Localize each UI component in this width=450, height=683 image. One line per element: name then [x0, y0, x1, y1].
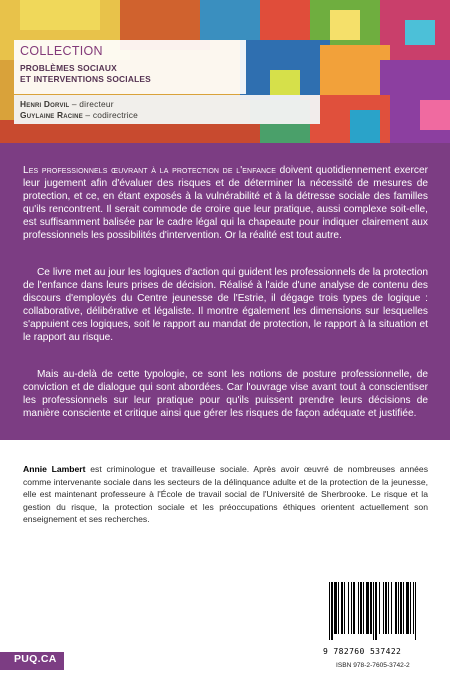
series-line-2: ET INTERVENTIONS SOCIALES — [20, 74, 151, 84]
director-name: Henri Dorvil — [20, 99, 70, 109]
author-bio — [23, 463, 428, 526]
barcode-bar — [391, 582, 392, 634]
barcode-bar — [341, 582, 343, 634]
collection-series-name — [20, 63, 151, 85]
barcode-bar — [400, 582, 402, 634]
barcode-bar — [370, 582, 372, 634]
barcode-bar — [415, 582, 416, 640]
summary-paragraph-3: Mais au-delà de cette typologie, ce sont les notions de posture professionnelle, de conviction et de dialogue qui sont abordées. Car l'ouvrage vise avant tout à conscientiser les professionnels sur leur pratique pour qu'ils puissent prendre leurs décisions de manière consciente et critique ainsi que gérer les risques de façon adéquate et justifiée. — [23, 369, 428, 420]
codirector-name: Guylaine Racine — [20, 110, 83, 120]
barcode-bar — [383, 582, 384, 634]
barcode-bar — [375, 582, 377, 640]
summary-paragraph-1 — [23, 164, 428, 243]
barcode-bar — [403, 582, 404, 634]
barcode-bar — [373, 582, 374, 640]
publisher-logo: PUQ.CA — [14, 653, 57, 665]
barcode-bars — [327, 582, 433, 640]
barcode-bar — [388, 582, 389, 634]
barcode-bar — [413, 582, 414, 634]
isbn-number: ISBN 978-2-7605-3742-2 — [336, 662, 410, 669]
summary-paragraph-2: Ce livre met au jour les logiques d'action qui guident les professionnels de la protection de l'enfance dans leurs prises de décision. Réalisé à l'aide d'une analyse de contenu des discours d'employés du Centre jeunesse de l'Estrie, il dégage trois types de logique : collaborative, délibérative et légaliste. Il montre également les dimensions sur lesquelles s'appuient ces logiques, soit le rapport au mandat de protection, le rapport à la situation et le rapport au risque. — [23, 267, 428, 344]
barcode-bar — [385, 582, 387, 634]
director-line — [20, 99, 114, 109]
barcode-bar — [351, 582, 352, 634]
barcode-bar — [334, 582, 337, 634]
barcode-bar — [353, 582, 355, 634]
barcode-bar — [366, 582, 369, 634]
summary-p1-text: doivent quotidiennement exercer leur jugement afin d'évaluer des risques et de déterminer la nécessité de mesures de protection, et ce, en étant exposés à la vulnérabilité et à la détresse sociale des familles qu'ils rencontrent. Il serait commode de croire que leur pratique, aussi complexe soit-elle, est suffisamment balisée par le cadre légal qui la chapeaute pour indiquer clairement aux professionnels les possibilités d'intervention. Or la réalité est tout autre. — [23, 165, 428, 242]
codirector-line — [20, 110, 138, 120]
collection-label-box — [14, 40, 246, 94]
barcode-bar — [360, 582, 362, 634]
barcode-bar — [358, 582, 359, 634]
codirector-role: – codirectrice — [82, 110, 139, 120]
barcode-bar — [348, 582, 349, 634]
barcode-bar — [379, 582, 380, 634]
barcode-bar — [395, 582, 397, 634]
barcode-bar — [398, 582, 399, 634]
barcode-digits: 9 782760 537422 — [323, 647, 402, 656]
series-directors — [14, 95, 320, 124]
barcode-bar — [406, 582, 409, 634]
summary-lead: Les professionnels œuvrant à la protection de l'enfance — [23, 165, 277, 176]
author-bio-text: est criminologue et travailleuse sociale. Après avoir œuvré de nombreuses années comme intervenante sociale dans les secteurs de la délinquance adulte et de la protection de la jeunesse, elle est maintenant professeure à l'École de travail social de l'Université de Sherbrooke. Le risque et la gestion du risque, la protection sociale et les préoccupations éthiques orientent actuellement son enseignement et ses recherches. — [23, 464, 428, 525]
barcode-bar — [329, 582, 330, 640]
director-role: – directeur — [69, 99, 114, 109]
barcode-bar — [331, 582, 333, 640]
barcode-bar — [338, 582, 339, 634]
barcode-bar — [363, 582, 364, 634]
barcode-bar — [410, 582, 411, 634]
author-name: Annie Lambert — [23, 464, 86, 474]
series-line-1: PROBLÈMES SOCIAUX — [20, 63, 117, 73]
collection-title: COLLECTION — [20, 44, 103, 58]
barcode-bar — [344, 582, 345, 634]
